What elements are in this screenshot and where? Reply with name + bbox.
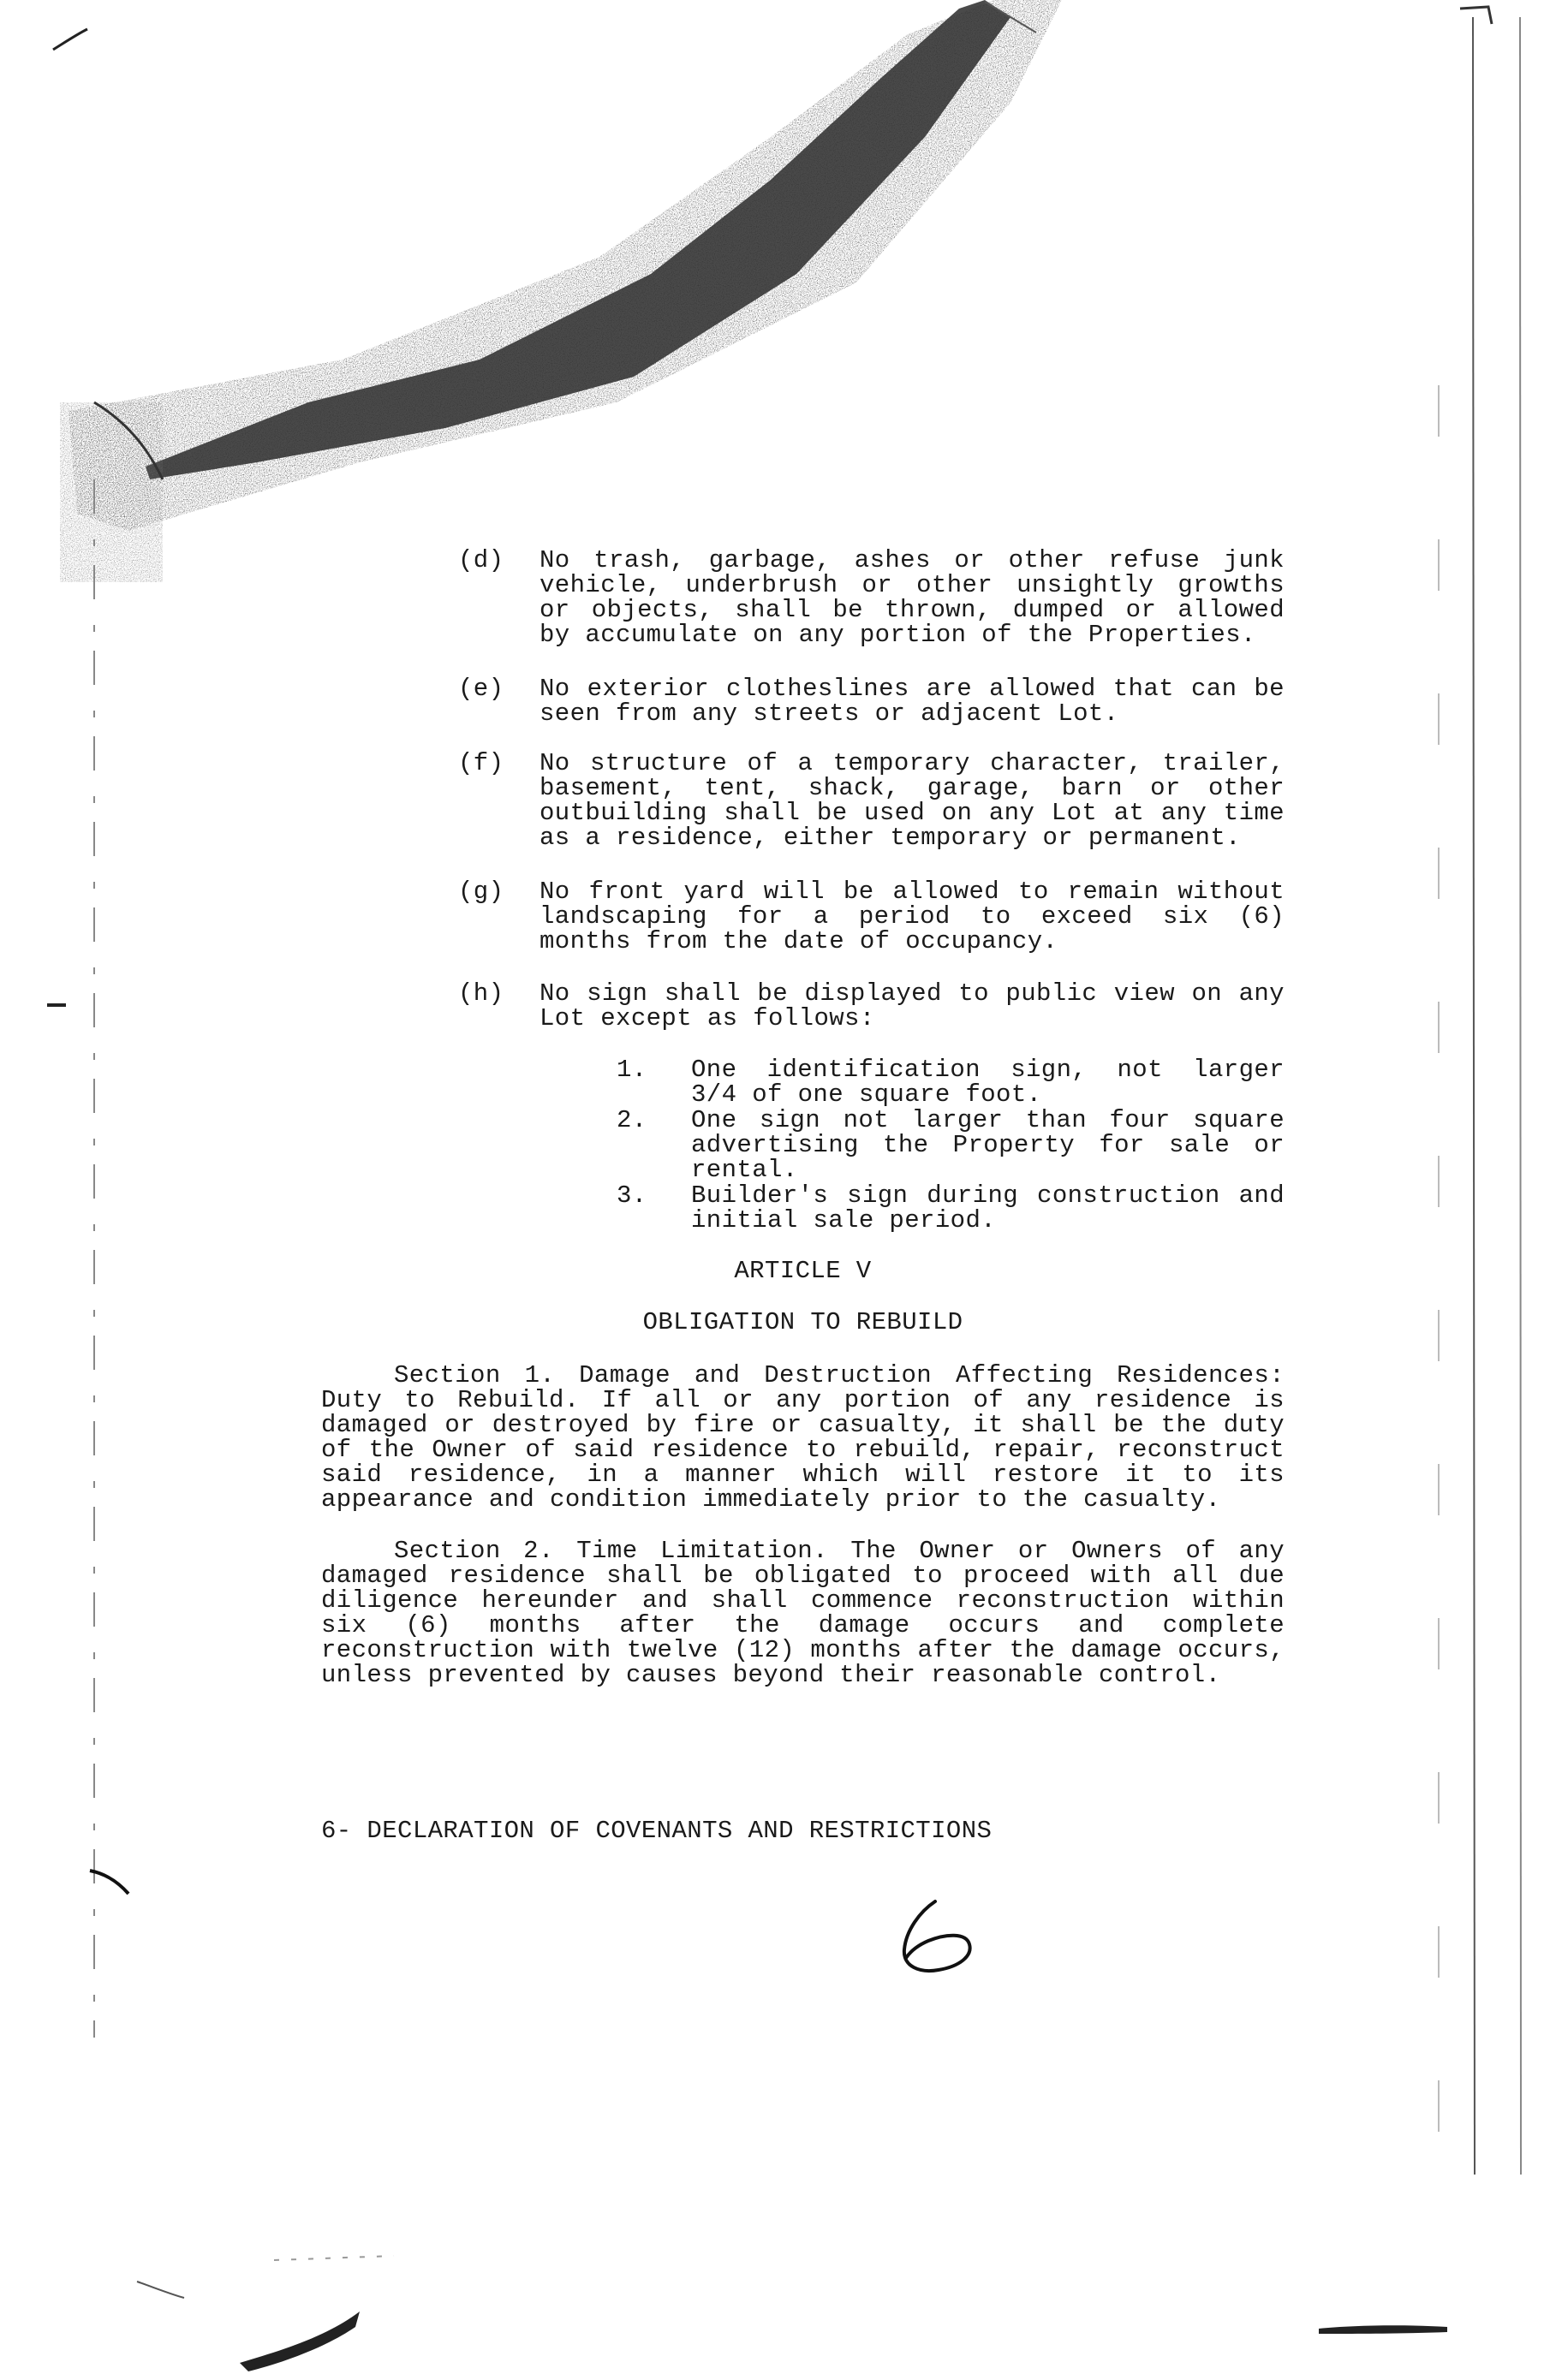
- list-text: One sign not larger than four square advertising the Property for sale or rental.: [691, 1106, 1285, 1184]
- item-label: (g): [458, 878, 504, 906]
- article-number: ARTICLE V: [734, 1257, 872, 1285]
- list-number: 2.: [617, 1106, 647, 1134]
- item-label: (d): [458, 546, 504, 574]
- top-smear: [146, 0, 1010, 479]
- page-footer: 6- DECLARATION OF COVENANTS AND RESTRICTIONS: [321, 1817, 993, 1845]
- list-number: 1.: [617, 1056, 647, 1084]
- article-title: OBLIGATION TO REBUILD: [642, 1308, 963, 1336]
- item-label: (h): [458, 979, 504, 1008]
- list-text: Builder's sign during construction and initial sale period.: [691, 1181, 1285, 1235]
- item-label: (f): [458, 749, 504, 777]
- list-number: 3.: [617, 1181, 647, 1210]
- section-1: Section 1. Damage and Destruction Affecting Residences: Duty to Rebuild. If all or any portion of any residence is damaged or destroyed by fire or casualty, it shall be the duty of the Owner of said residence to rebuild, repair, reconstruct said residence, in a manner which will restore it to its appearance and condition immediately prior to the casualty.: [321, 1361, 1285, 1514]
- item-text: No exterior clotheslines are allowed that can be seen from any streets or adjacent Lot.: [540, 675, 1285, 728]
- item-label: (e): [458, 675, 504, 703]
- handwritten-page-number: [891, 1896, 993, 1978]
- top-smear-grain: [69, 0, 1062, 531]
- item-text: No sign shall be displayed to public view on any Lot except as follows:: [540, 979, 1285, 1032]
- item-text: No trash, garbage, ashes or other refuse junk vehicle, underbrush or other unsightly growths or objects, shall be thrown, dumped or allowed by accumulate on any portion of the Properties.: [540, 546, 1285, 649]
- item-text: No structure of a temporary character, trailer, basement, tent, shack, garage, barn or other outbuilding shall be used on any Lot at any time as a residence, either temporary or permanent.: [540, 749, 1285, 852]
- section-2: Section 2. Time Limitation. The Owner or Owners of any damaged residence shall be obligated to proceed with all due diligence hereunder and shall commence reconstruction within six (6) months after the damage occurs and complete reconstruction with twelve (12) months after the damage occurs, unless prevented by causes beyond their reasonable control.: [321, 1537, 1285, 1689]
- list-text: One identification sign, not larger 3/4 of one square foot.: [691, 1056, 1285, 1109]
- item-text: No front yard will be allowed to remain without landscaping for a period to exceed six (6) months from the date of occupancy.: [540, 878, 1285, 955]
